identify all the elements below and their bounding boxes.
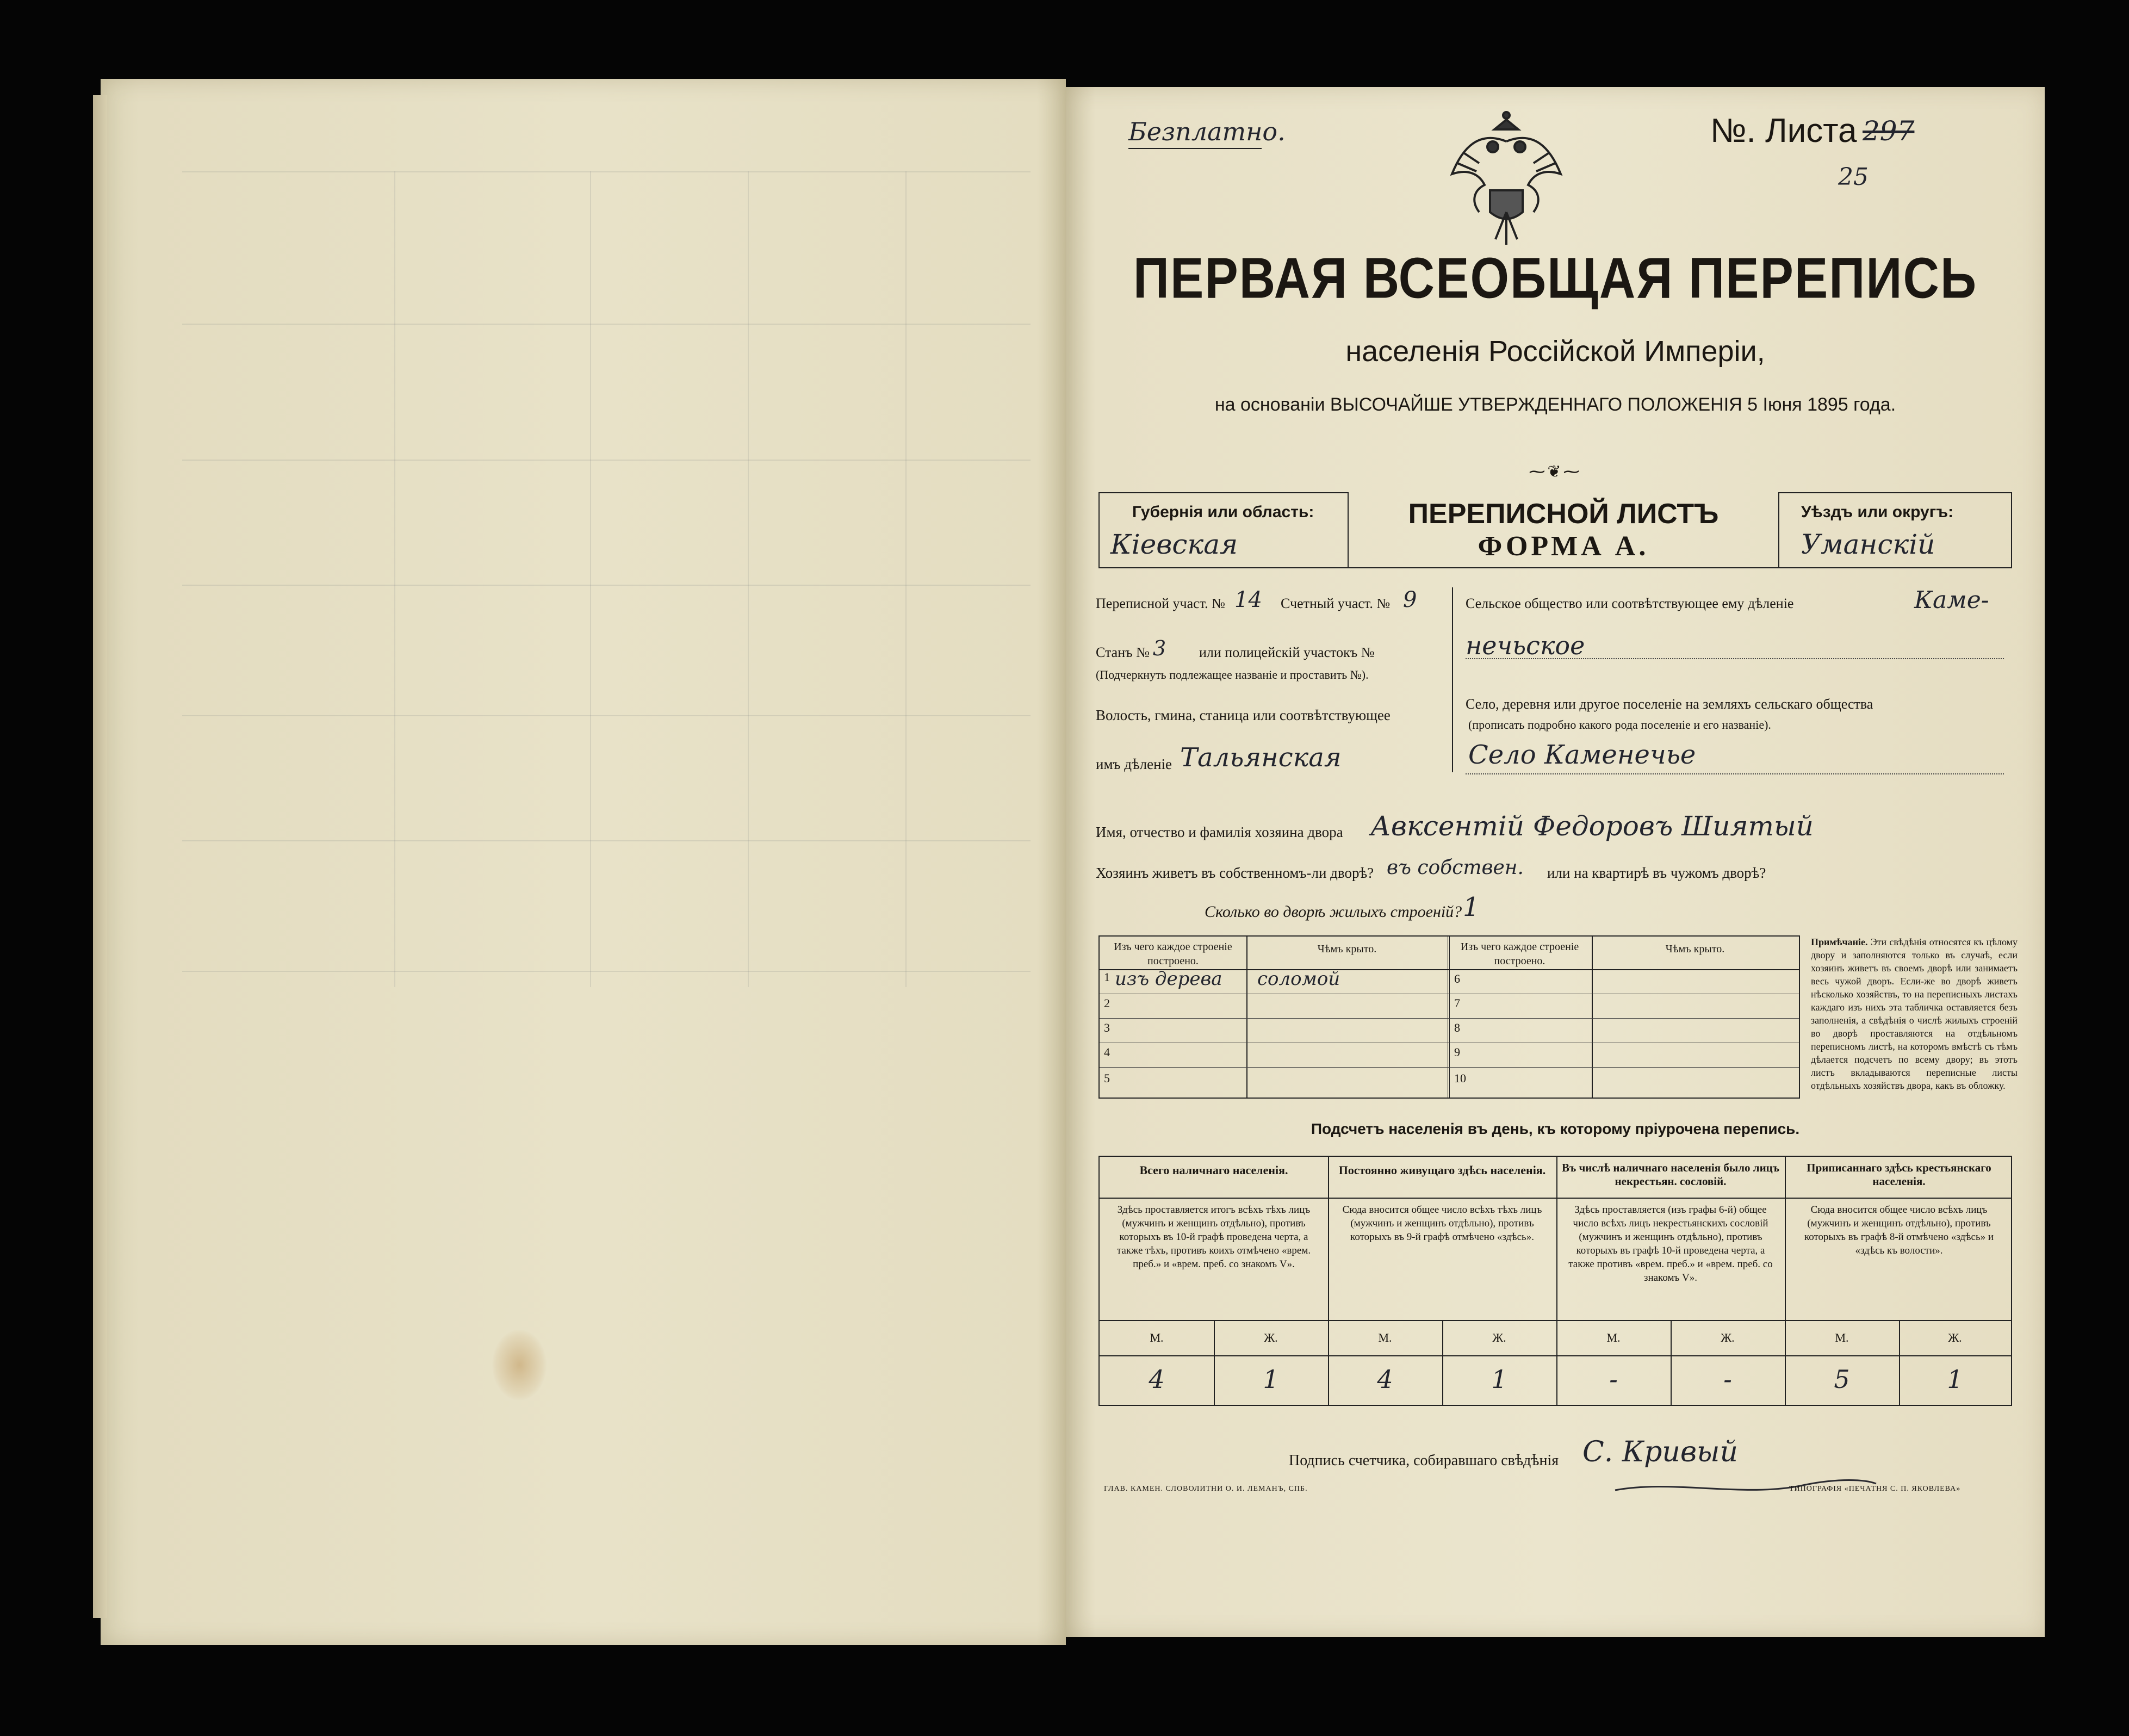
ghost-rule xyxy=(182,715,1031,716)
owner-label: Имя, отчество и фамилія хозяина двора xyxy=(1096,824,1343,840)
fill-line xyxy=(1466,773,2004,774)
count-col-head: Въ числѣ наличнаго населенія было лицъ некрестьян. сословій. xyxy=(1561,1161,1780,1188)
count-rule xyxy=(1100,1198,2011,1199)
count-section-title: Подсчетъ населенія въ день, къ которому пріурочена перепись. xyxy=(1311,1120,1800,1137)
imperial-eagle-emblem xyxy=(1447,109,1566,250)
form-basis: на основаніи ВЫСОЧАЙШЕ УТВЕРЖДЕННАГО ПОЛОЖЕНІЯ 5 Іюня 1895 года. xyxy=(1214,394,1896,415)
row-number: 9 xyxy=(1454,1045,1460,1059)
rent-label: или на квартирѣ въ чужомъ дворѣ? xyxy=(1547,865,1766,881)
female-label: Ж. xyxy=(1264,1331,1278,1344)
counting-area-value: 9 xyxy=(1403,587,1417,612)
column-divider xyxy=(1452,587,1453,772)
row-number: 2 xyxy=(1104,996,1110,1010)
male-label: М. xyxy=(1150,1331,1164,1344)
ghost-rule xyxy=(182,324,1031,325)
count-value: 4 xyxy=(1377,1365,1393,1394)
male-label: М. xyxy=(1835,1331,1849,1344)
province-box xyxy=(1098,492,1349,568)
free-label: Безплатно. xyxy=(1128,117,1286,146)
row-number: 8 xyxy=(1454,1021,1460,1034)
form-main-title: ПЕРВАЯ ВСЕОБЩАЯ ПЕРЕПИСЬ xyxy=(1133,246,1978,311)
ghost-column xyxy=(905,171,907,987)
form-letter: ФОРМА А. xyxy=(1478,531,1649,562)
ghost-column xyxy=(748,171,749,987)
volost-value: Тальянская xyxy=(1180,742,1342,773)
census-form-page xyxy=(1066,87,2045,1637)
male-label: М. xyxy=(1606,1331,1621,1344)
society-value-2: нечьское xyxy=(1466,631,1585,660)
col-material-header: Изъ чего каждое строеніе построено. xyxy=(1460,941,1579,967)
own-yard-value: въ собствен. xyxy=(1387,857,1524,879)
count-col-head: Всего наличнаго населенія. xyxy=(1139,1163,1288,1177)
form-subtitle: населенія Россійской Имперіи, xyxy=(1345,335,1765,368)
row-number: 10 xyxy=(1454,1071,1466,1085)
count-value: 1 xyxy=(1491,1365,1507,1394)
province-label: Губернія или область: xyxy=(1132,503,1314,521)
female-label: Ж. xyxy=(1492,1331,1506,1344)
ghost-rule xyxy=(182,971,1031,972)
society-label: Сельское общество или соотвѣтствующее ему дѣленіе xyxy=(1466,596,1794,611)
ghost-rule xyxy=(182,171,1031,172)
row-material: изъ дерева xyxy=(1115,968,1222,990)
volost-label-2: имъ дѣленіе xyxy=(1096,756,1172,772)
underline-note: (Подчеркнуть подлежащее названіе и проставить №). xyxy=(1096,668,1369,681)
sheet-number-value: 297 xyxy=(1863,115,1915,147)
row-number: 4 xyxy=(1104,1045,1110,1059)
village-label: Село, деревня или другое поселеніе на земляхъ сельскаго общества xyxy=(1466,696,1873,712)
printer-left: ГЛАВ. КАМЕН. СЛОВОЛИТНИ О. И. ЛЕМАНЪ, СПБ. xyxy=(1104,1485,1308,1493)
stan-label: Станъ № xyxy=(1096,644,1150,660)
ornament-divider: ⁓❦⁓ xyxy=(1529,463,1582,481)
count-value: 4 xyxy=(1149,1365,1165,1394)
row-number: 7 xyxy=(1454,996,1460,1010)
col-roof-header: Чѣмъ крыто. xyxy=(1317,943,1377,955)
count-rule xyxy=(1100,1355,2011,1356)
female-label: Ж. xyxy=(1948,1331,1962,1344)
note-title: Примѣчаніе. xyxy=(1811,937,1868,947)
printer-right: ТИПОГРАФІЯ «ПЕЧАТНЯ С. П. ЯКОВЛЕВА» xyxy=(1789,1485,1961,1493)
underline xyxy=(1128,148,1262,149)
village-value: Село Каменечье xyxy=(1468,740,1696,770)
count-value: 1 xyxy=(1947,1365,1963,1394)
male-label: М. xyxy=(1378,1331,1392,1344)
stan-value: 3 xyxy=(1153,636,1166,660)
section-rule xyxy=(1098,567,2012,568)
col-material-header: Изъ чего каждое строеніе построено. xyxy=(1114,941,1232,967)
ghost-rule xyxy=(182,585,1031,586)
buildings-label: Сколько во дворѣ жилыхъ строеній? xyxy=(1205,903,1462,921)
police-area-label: или полицейскій участокъ № xyxy=(1199,644,1375,660)
paper-stain xyxy=(492,1330,547,1400)
count-col-head: Постоянно живущаго здѣсь населенія. xyxy=(1338,1163,1546,1177)
volost-label: Волость, гмина, станица или соотвѣтствующее xyxy=(1096,707,1391,723)
page-edge xyxy=(93,95,107,1618)
count-col-desc: Сюда вносится общее число всѣхъ тѣхъ лицъ (мужчинъ и женщинъ отдѣльно), противъ которыхъ въ 9-й графѣ отмѣчено «здѣсь». xyxy=(1342,1204,1542,1243)
row-number: 6 xyxy=(1454,972,1460,985)
counter-signature: С. Кривый xyxy=(1582,1436,1738,1468)
row-roof: соломой xyxy=(1257,968,1340,990)
counting-area-label: Счетный участ. № xyxy=(1281,596,1391,611)
village-note: (прописать подробно какого рода поселеніе и его названіе). xyxy=(1468,718,1771,731)
own-yard-label: Хозяинъ живетъ въ собственномъ-ли дворѣ? xyxy=(1096,865,1374,881)
count-col-desc: Сюда вносится общее число всѣхъ лицъ (мужчинъ и женщинъ отдѣльно), противъ которыхъ въ графѣ 8-й отмѣчено «здѣсь» и «здѣсь къ волости». xyxy=(1804,1204,1994,1256)
district-box xyxy=(1778,492,2012,568)
form-title: ПЕРЕПИСНОЙ ЛИСТЪ xyxy=(1408,498,1719,530)
ghost-column xyxy=(394,171,395,987)
count-col-head: Приписаннаго здѣсь крестьянскаго населенія. xyxy=(1807,1161,1991,1188)
count-table xyxy=(1098,1156,2012,1406)
district-label: Уѣздъ или округъ: xyxy=(1801,503,1954,521)
ghost-rule xyxy=(182,460,1031,461)
census-area-label: Переписной участ. № xyxy=(1096,596,1225,611)
buildings-table xyxy=(1098,935,1800,1099)
count-col-desc: Здѣсь проставляется (изъ графы 6-й) общее число всѣхъ лицъ некрестьянскихъ сословій (мужчинъ и женщинъ отдѣльно), противъ которыхъ въ графѣ 10-й проведена черта, а также противъ «врем. преб.» и «врем. преб. со знакомъ V». xyxy=(1568,1204,1773,1284)
row-number: 3 xyxy=(1104,1021,1110,1034)
count-value: - xyxy=(1609,1365,1618,1394)
ghost-column xyxy=(590,171,591,987)
society-value-1: Каме- xyxy=(1914,586,1989,614)
buildings-value: 1 xyxy=(1463,892,1480,922)
count-value: 1 xyxy=(1263,1365,1279,1394)
row-rule xyxy=(1100,1018,1799,1019)
table-col-line xyxy=(1246,937,1247,1098)
count-col-desc: Здѣсь проставляется итогъ всѣхъ тѣхъ лицъ (мужчинъ и женщинъ отдѣльно), противъ которыхъ въ 10-й графѣ проведена черта, а также тѣхъ, противъ коихъ отмѣчено «врем. преб.» и «врем. преб. со знакомъ V». xyxy=(1116,1204,1311,1270)
row-number: 5 xyxy=(1104,1071,1110,1085)
sheet-number-corrected: 25 xyxy=(1838,163,1869,191)
owner-value: Авксентій Федоровъ Шиятый xyxy=(1370,810,1814,842)
female-label: Ж. xyxy=(1721,1331,1735,1344)
col-roof-header: Чѣмъ крыто. xyxy=(1665,943,1725,955)
province-value: Кіевская xyxy=(1110,529,1238,560)
row-number: 1 xyxy=(1104,970,1110,984)
count-value: 5 xyxy=(1834,1365,1850,1394)
table-col-line xyxy=(1592,937,1593,1098)
district-value: Уманскій xyxy=(1801,529,1935,560)
note-block xyxy=(1811,935,2018,1092)
note-text: Эти свѣдѣнія относятся къ цѣлому двору и заполняются только въ случаѣ, если хозяинъ живетъ въ своемъ дворѣ или занимаетъ весь чужой дворъ. Если-же во дворѣ живетъ нѣсколько хозяйствъ, то на переписныхъ листахъ каждаго изъ нихъ эта табличка оставляется безъ заполненія, а свѣдѣнія о числѣ жилыхъ строеній во дворѣ проставляются на отдѣльномъ переписномъ листѣ, на которомъ вмѣстѣ съ тѣмъ дѣлается подсчетъ по всему двору; въ этотъ листъ вкладываются переписные листы отдѣльныхъ хозяйствъ двора, какъ въ обложку. xyxy=(1811,937,2018,1091)
fill-line xyxy=(1466,658,2004,659)
count-value: - xyxy=(1723,1365,1732,1394)
signature-label: Подпись счетчика, собиравшаго свѣдѣнія xyxy=(1289,1452,1559,1469)
census-area-value: 14 xyxy=(1234,587,1262,612)
count-rule xyxy=(1100,1320,2011,1321)
ghost-rule xyxy=(182,840,1031,841)
row-rule xyxy=(1100,1067,1799,1068)
left-page xyxy=(101,79,1066,1645)
sheet-number-label: №. Листа xyxy=(1710,112,1857,150)
